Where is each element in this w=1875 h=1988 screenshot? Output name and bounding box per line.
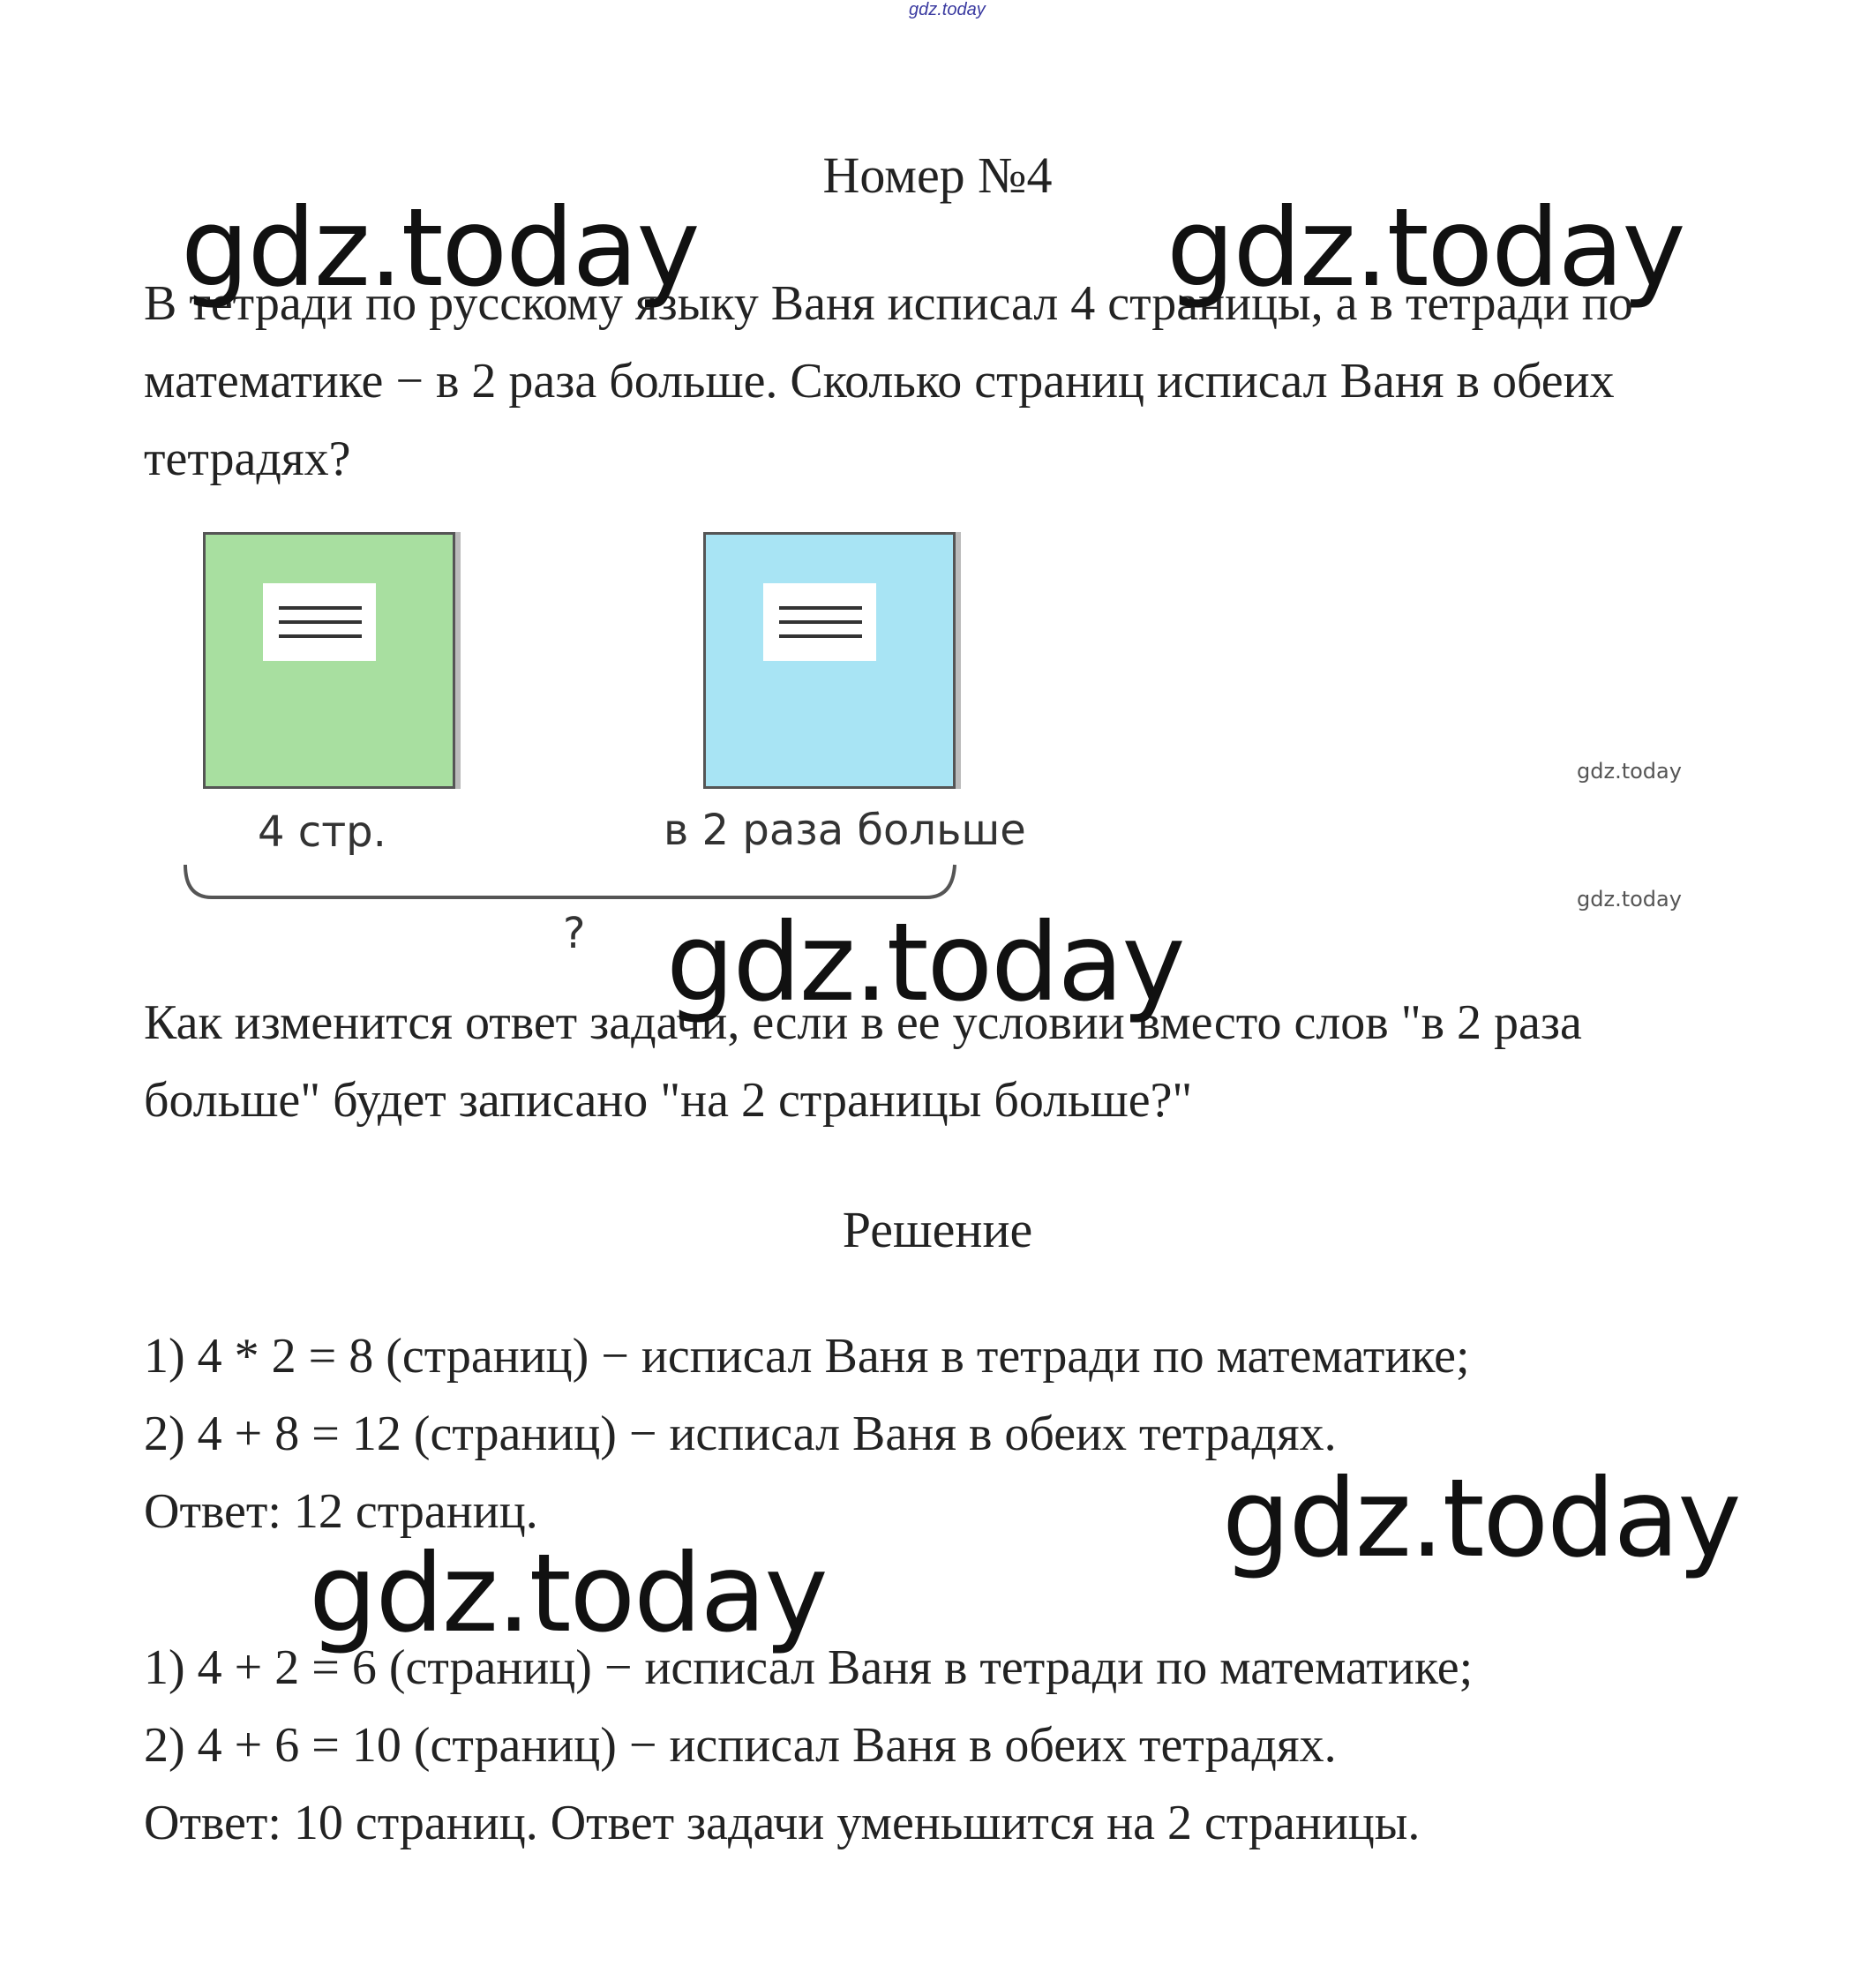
question-text: Как изменится ответ задачи, если в ее условии вместо слов "в 2 раза больше" будет записано "на 2 страницы больше?" — [144, 995, 1582, 1128]
math-notebook — [703, 532, 956, 789]
right-notebook-caption: в 2 раза больше — [664, 806, 1026, 855]
solution-heading: Решение — [842, 1201, 1033, 1258]
solution-line: 2) 4 + 6 = 10 (страниц) − исписал Ваня в обеих тетрадях. — [144, 1718, 1337, 1773]
watermark: gdz.today — [1222, 1456, 1740, 1581]
brace-question-mark: ? — [563, 909, 586, 958]
russian-notebook — [203, 532, 455, 789]
answer-line: Ответ: 12 страниц. — [144, 1484, 538, 1539]
solution-line: 1) 4 + 2 = 6 (страниц) − исписал Ваня в тетради по математике; — [144, 1640, 1474, 1695]
notebook-label-icon — [763, 583, 876, 661]
watermark-small: gdz.today — [1577, 759, 1682, 784]
solution-line: 1) 4 * 2 = 8 (страниц) − исписал Ваня в тетради по математике; — [144, 1329, 1470, 1384]
site-watermark-top: gdz.today — [909, 0, 986, 19]
left-notebook-caption: 4 стр. — [258, 807, 386, 857]
page-title: Номер №4 — [822, 146, 1053, 204]
watermark-small: gdz.today — [1577, 887, 1682, 911]
watermark: gdz.today — [181, 185, 699, 311]
watermark: gdz.today — [309, 1531, 827, 1656]
answer-line: Ответ: 10 страниц. Ответ задачи уменьшится на 2 страницы. — [144, 1796, 1421, 1850]
watermark: gdz.today — [666, 900, 1184, 1025]
notebook-label-icon — [263, 583, 376, 661]
watermark: gdz.today — [1166, 185, 1684, 311]
problem-text: В тетради по русскому языку Ваня исписал 4 страницы, а в тетради по математике − в 2 раза больше. Сколько страниц исписал Ваня в обеих тетрадях? — [144, 276, 1633, 486]
solution-line: 2) 4 + 8 = 12 (страниц) − исписал Ваня в обеих тетрадях. — [144, 1407, 1337, 1461]
